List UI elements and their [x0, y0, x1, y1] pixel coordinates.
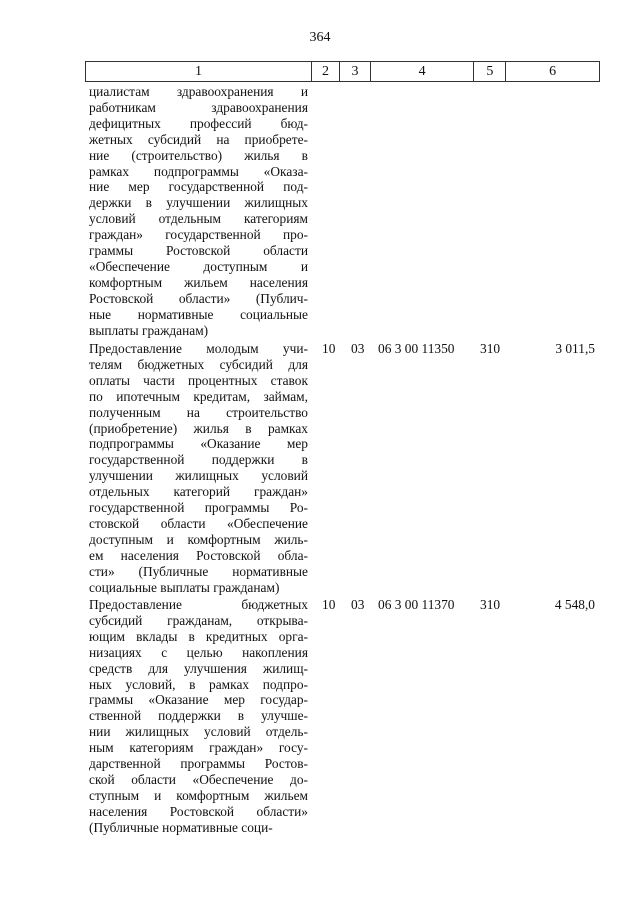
column-header-3: 3: [340, 62, 371, 81]
description-line: отдельных категорий граждан»: [89, 484, 308, 500]
description-line: граммы «Оказание мер государ-: [89, 692, 308, 708]
description-line: ственной поддержки в улучше-: [89, 708, 308, 724]
page-number: 364: [309, 30, 331, 45]
description-line: ные нормативные социальные: [89, 306, 308, 322]
description-line: дефицитных профессий бюд-: [89, 115, 308, 131]
table-header-row: [85, 61, 600, 82]
description-line: работникам здравоохранения: [89, 99, 308, 115]
description-line: комфортным жильем населения: [89, 274, 308, 290]
description-line: циалистам здравоохранения и: [89, 84, 308, 99]
description-line: телям бюджетных субсидий для: [89, 356, 308, 372]
description-line: улучшении жилищных условий: [89, 468, 308, 484]
description-line: ных условий, в рамках подпро-: [89, 676, 308, 692]
description-line: (приобретение) жилья в рамках: [89, 420, 308, 436]
row-description: [89, 341, 308, 596]
description-line: держки в улучшении жилищных: [89, 195, 308, 211]
description-line: Предоставление молодым учи-: [89, 341, 308, 356]
column-header-6: 6: [549, 64, 557, 79]
description-line: жетных субсидий на приобрете-: [89, 131, 308, 147]
description-line: ние мер государственной под-: [89, 179, 308, 195]
description-line: оплаты части процентных ставок: [89, 372, 308, 388]
description-line: государственной программы Ро-: [89, 500, 308, 516]
description-line: выплаты гражданам): [89, 322, 209, 338]
amount-value: 4 548,0: [554, 597, 595, 612]
description-line: стовской области «Обеспечение: [89, 515, 308, 531]
description-line: низациях с целью накопления: [89, 644, 308, 660]
description-line: ской области «Обеспечение до-: [89, 771, 308, 787]
description-line: (Публичные нормативные соци-: [89, 819, 273, 835]
description-line: дарственной программы Ростов-: [89, 756, 308, 772]
description-line: Ростовской области» (Публич-: [89, 290, 308, 306]
description-line: Предоставление бюджетных: [89, 597, 308, 612]
row-description: [89, 84, 308, 339]
subsection-code: 03: [351, 341, 365, 356]
amount-value: 3 011,5: [555, 341, 595, 356]
column-header-2: 2: [312, 62, 340, 81]
description-line: граждан» государственной про-: [89, 227, 308, 243]
column-header-4: 4: [371, 62, 475, 81]
description-line: подпрограммы «Оказание мер: [89, 436, 308, 452]
section-code: 10: [322, 597, 336, 612]
description-line: субсидий гражданам, открыва-: [89, 612, 308, 628]
section-code: 10: [322, 341, 336, 356]
description-line: по ипотечным кредитам, займам,: [89, 388, 308, 404]
column-header-1: 1: [86, 62, 312, 81]
description-line: социальные выплаты гражданам): [89, 579, 280, 595]
description-line: нии жилищных условий отдель-: [89, 724, 308, 740]
description-line: государственной поддержки в: [89, 452, 308, 468]
description-line: ние (строительство) жилья в: [89, 147, 308, 163]
target-article-code: 06 3 00 11370: [378, 597, 455, 612]
description-line: ющим вклады в кредитных орга-: [89, 628, 308, 644]
description-line: средств для улучшения жилищ-: [89, 660, 308, 676]
description-line: ем населения Ростовской обла-: [89, 547, 308, 563]
description-line: граммы Ростовской области: [89, 243, 308, 259]
row-description: [89, 597, 308, 836]
column-header-5: 5: [474, 62, 506, 81]
description-line: условий отдельным категориям: [89, 211, 308, 227]
description-line: ступным и комфортным жильем: [89, 787, 308, 803]
description-line: полученным на строительство: [89, 404, 308, 420]
expense-type-code: 310: [480, 341, 501, 356]
description-line: доступным и комфортным жиль-: [89, 531, 308, 547]
subsection-code: 03: [351, 597, 365, 612]
description-line: населения Ростовской области»: [89, 803, 308, 819]
description-line: сти» (Публичные нормативные: [89, 563, 308, 579]
description-line: рамках подпрограммы «Оказа-: [89, 163, 308, 179]
description-line: ным категориям граждан» госу-: [89, 740, 308, 756]
target-article-code: 06 3 00 11350: [378, 341, 455, 356]
description-line: «Обеспечение доступным и: [89, 258, 308, 274]
expense-type-code: 310: [480, 597, 501, 612]
